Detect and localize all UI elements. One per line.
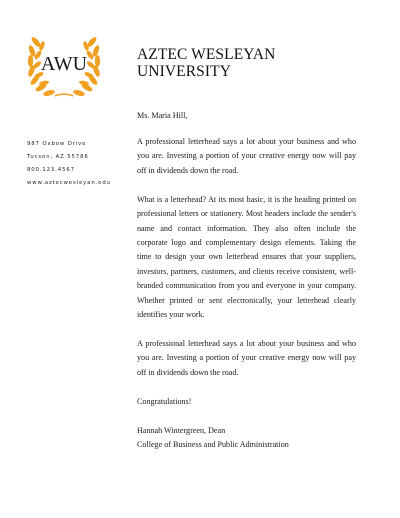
letter-closing: Congratulations! [137,396,192,406]
letter-paragraph-1: A professional letterhead says a lot about your business and who you are. Investing a portion of your creative energy now will pay off in dividends down the road. [137,136,356,175]
laurel-wreath-icon [22,20,106,104]
university-logo [22,20,106,104]
contact-street: 987 Oxbow Drive [27,141,87,147]
university-name-line2: UNIVERSITY [137,63,231,80]
signature-name: Hannah Wintergreen, Dean [137,425,226,435]
letter-paragraph-3: A professional letterhead says a lot about your business and who you are. Investing a portion of your creative energy now will pay off in dividends down the road. [137,338,356,377]
university-name-line1: AZTEC WESLEYAN [137,46,276,63]
letter-signature [137,424,356,453]
contact-city: Tucson, AZ 55786 [27,154,89,160]
contact-block [27,138,111,190]
logo-text: AWU [40,53,88,75]
letter-paragraph-2: What is a letterhead? At its most basic, it is the heading printed on professional letters or stationery. Most headers include the sender's name and contact information. They also often include the corporate logo and complementary design elements. Taking the time to design your own letterhead ensures that your suppliers, investors, partners, customers, and clients receive consistent, well-branded communication from you and everyone in your company. Whether printed or sent electronically, your letterhead clearly identifies your work. [137,194,356,319]
university-name [137,46,275,80]
signature-title: College of Business and Public Administration [137,440,289,450]
letter-body [137,109,356,467]
contact-phone: 800.123.4567 [27,167,75,173]
letter-salutation: Ms. Maria Hill, [137,111,188,120]
contact-website: www.aztecwesleyan.edu [27,180,111,186]
